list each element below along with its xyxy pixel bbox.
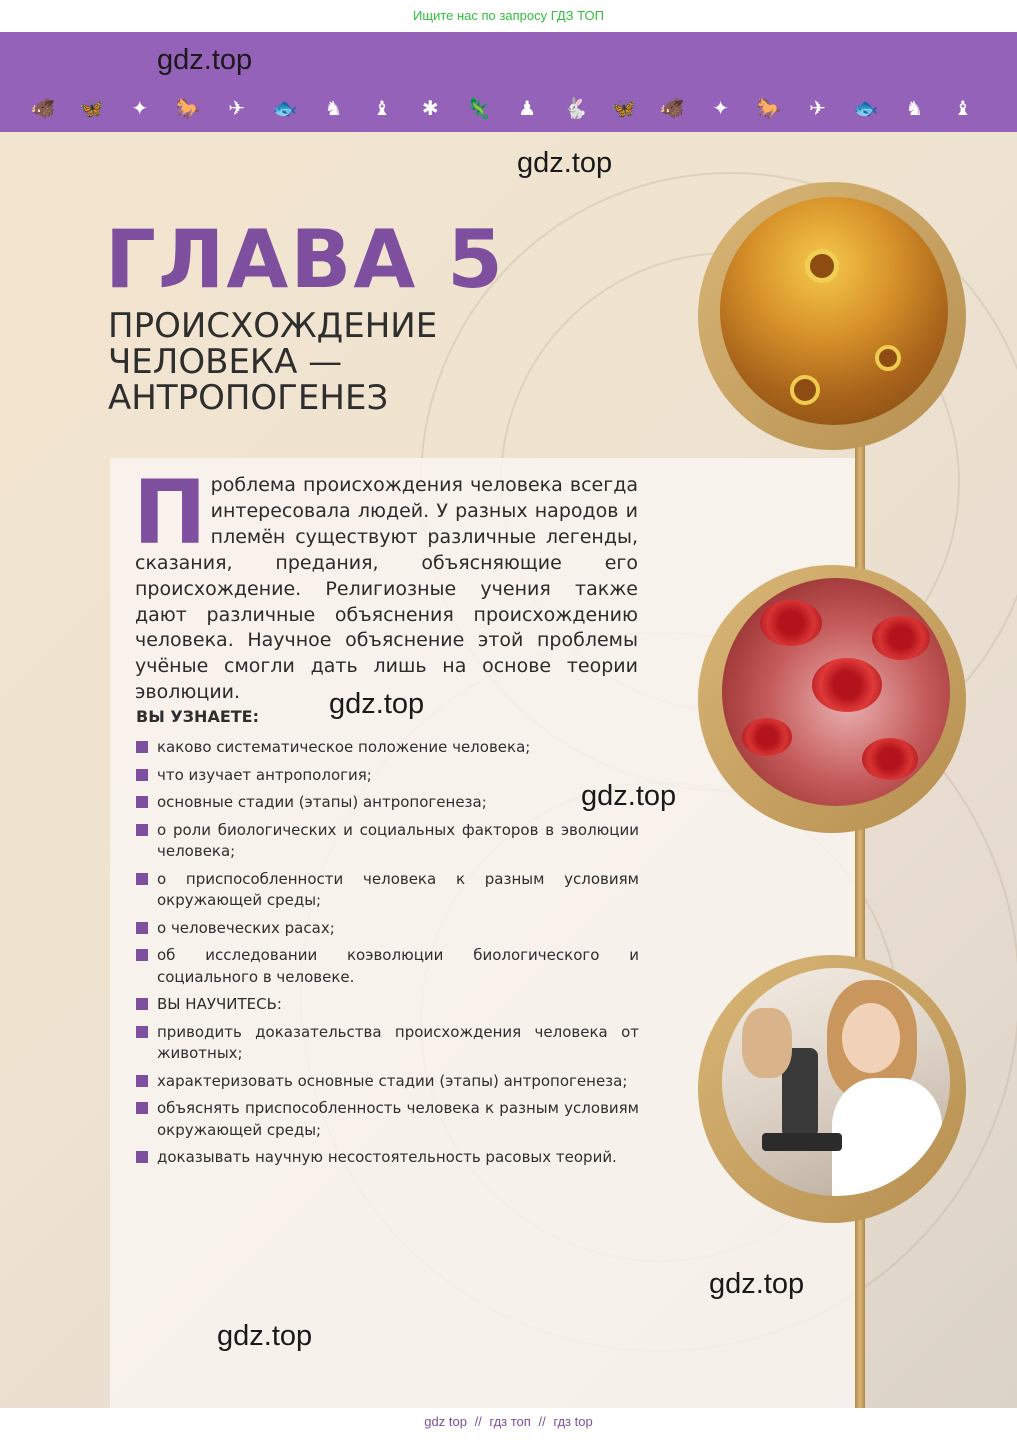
footer-links [0, 1408, 1017, 1440]
chapter-subtitle [108, 308, 437, 416]
watermark: gdz.top [217, 1320, 313, 1352]
scorpion-icon: ✦ [712, 96, 730, 120]
monkey-icon: ♟ [518, 96, 537, 120]
cell-nucleus-icon [875, 345, 901, 371]
giraffe-icon: ♝ [372, 96, 391, 120]
learn-heading: ВЫ УЗНАЕТЕ: [136, 707, 259, 726]
scientist-face-shape [842, 1003, 900, 1073]
blood-cell-icon [862, 738, 918, 780]
bird-icon: ✈ [228, 96, 245, 120]
chapter-title: ГЛАВА 5 [105, 213, 505, 306]
learning-goals-list [136, 737, 639, 1175]
blood-cell-icon [812, 658, 882, 712]
footer-link[interactable]: гдз top [553, 1414, 593, 1429]
bee-icon: ✱ [421, 96, 439, 120]
butterfly-icon: 🦋 [611, 96, 637, 120]
footer-link[interactable]: gdz top [424, 1414, 467, 1429]
rabbit-icon: 🐇 [563, 96, 588, 120]
bear-icon: 🐗 [30, 96, 56, 120]
watermark: gdz.top [517, 147, 613, 179]
list-item: о роли биологических и социальных факторов в эволюции человека; [136, 820, 639, 863]
cell-nucleus-icon [805, 249, 839, 283]
subtitle-line: АНТРОПОГЕНЕЗ [108, 378, 389, 418]
tissue-micrograph-image [720, 197, 948, 425]
footer-separator: // [538, 1414, 546, 1429]
top-search-notice[interactable]: Ищите нас по запросу ГДЗ ТОП [413, 8, 604, 23]
footer-link[interactable]: гдз топ [489, 1414, 531, 1429]
cell-nucleus-icon [790, 375, 820, 405]
lizard-icon: 🦎 [466, 96, 492, 120]
deer-icon: ♞ [905, 96, 924, 120]
horse-icon: 🐎 [175, 96, 201, 120]
intro-text: роблема происхождения человека всегда интересовала людей. У разных народов и племён существуют различные легенды, сказания, предания, объясняющие его происхождение. Религиозные учения также дают различные объяснения происхождению человека. Научное объяснение этой проблемы учёные смогли дать лишь на основе теории эволюции. [135, 474, 638, 704]
footer-separator: // [474, 1414, 482, 1429]
list-item: о приспособленности человека к разным условиям окружающей среды; [136, 869, 639, 912]
blood-cell-icon [760, 600, 822, 646]
bird-icon: ✈ [809, 96, 826, 120]
watermark: gdz.top [329, 688, 425, 720]
subtitle-line: ПРОИСХОЖДЕНИЕ [108, 306, 438, 346]
blood-cell-icon [742, 718, 792, 756]
deer-icon: ♞ [324, 96, 343, 120]
list-item: объяснять приспособленность человека к разным условиям окружающей среды; [136, 1098, 639, 1141]
animal-icon-strip [28, 93, 978, 123]
watermark: gdz.top [581, 780, 677, 812]
list-item: что изучает антропология; [136, 765, 639, 787]
fish-icon: 🐟 [272, 96, 298, 120]
second-scientist-shape [742, 1008, 792, 1078]
subtitle-line: ЧЕЛОВЕКА — [108, 342, 343, 382]
microscope-base-icon [762, 1133, 842, 1151]
watermark: gdz.top [157, 44, 253, 76]
list-item: о человеческих расах; [136, 918, 639, 940]
scientists-microscope-image [722, 968, 950, 1196]
butterfly-icon: 🦋 [78, 96, 104, 120]
list-item: ВЫ НАУЧИТЕСЬ: [136, 994, 639, 1016]
watermark: gdz.top [709, 1268, 805, 1300]
lab-coat-shape [832, 1078, 942, 1196]
list-item: характеризовать основные стадии (этапы) антропогенеза; [136, 1071, 639, 1093]
horse-icon: 🐎 [756, 96, 782, 120]
bear-icon: 🐗 [659, 96, 685, 120]
list-item: об исследовании коэволюции биологического и социального в человеке. [136, 945, 639, 988]
list-item: каково систематическое положение человека; [136, 737, 639, 759]
blood-cell-icon [872, 616, 930, 660]
list-item: доказывать научную несостоятельность расовых теорий. [136, 1147, 639, 1169]
red-blood-cells-image [722, 578, 950, 806]
drop-cap: П [133, 461, 207, 564]
intro-paragraph [133, 461, 638, 706]
scorpion-icon: ✦ [131, 96, 149, 120]
list-item: основные стадии (этапы) антропогенеза; [136, 792, 639, 814]
fish-icon: 🐟 [853, 96, 879, 120]
list-item: приводить доказательства происхождения человека от животных; [136, 1022, 639, 1065]
giraffe-icon: ♝ [953, 96, 972, 120]
